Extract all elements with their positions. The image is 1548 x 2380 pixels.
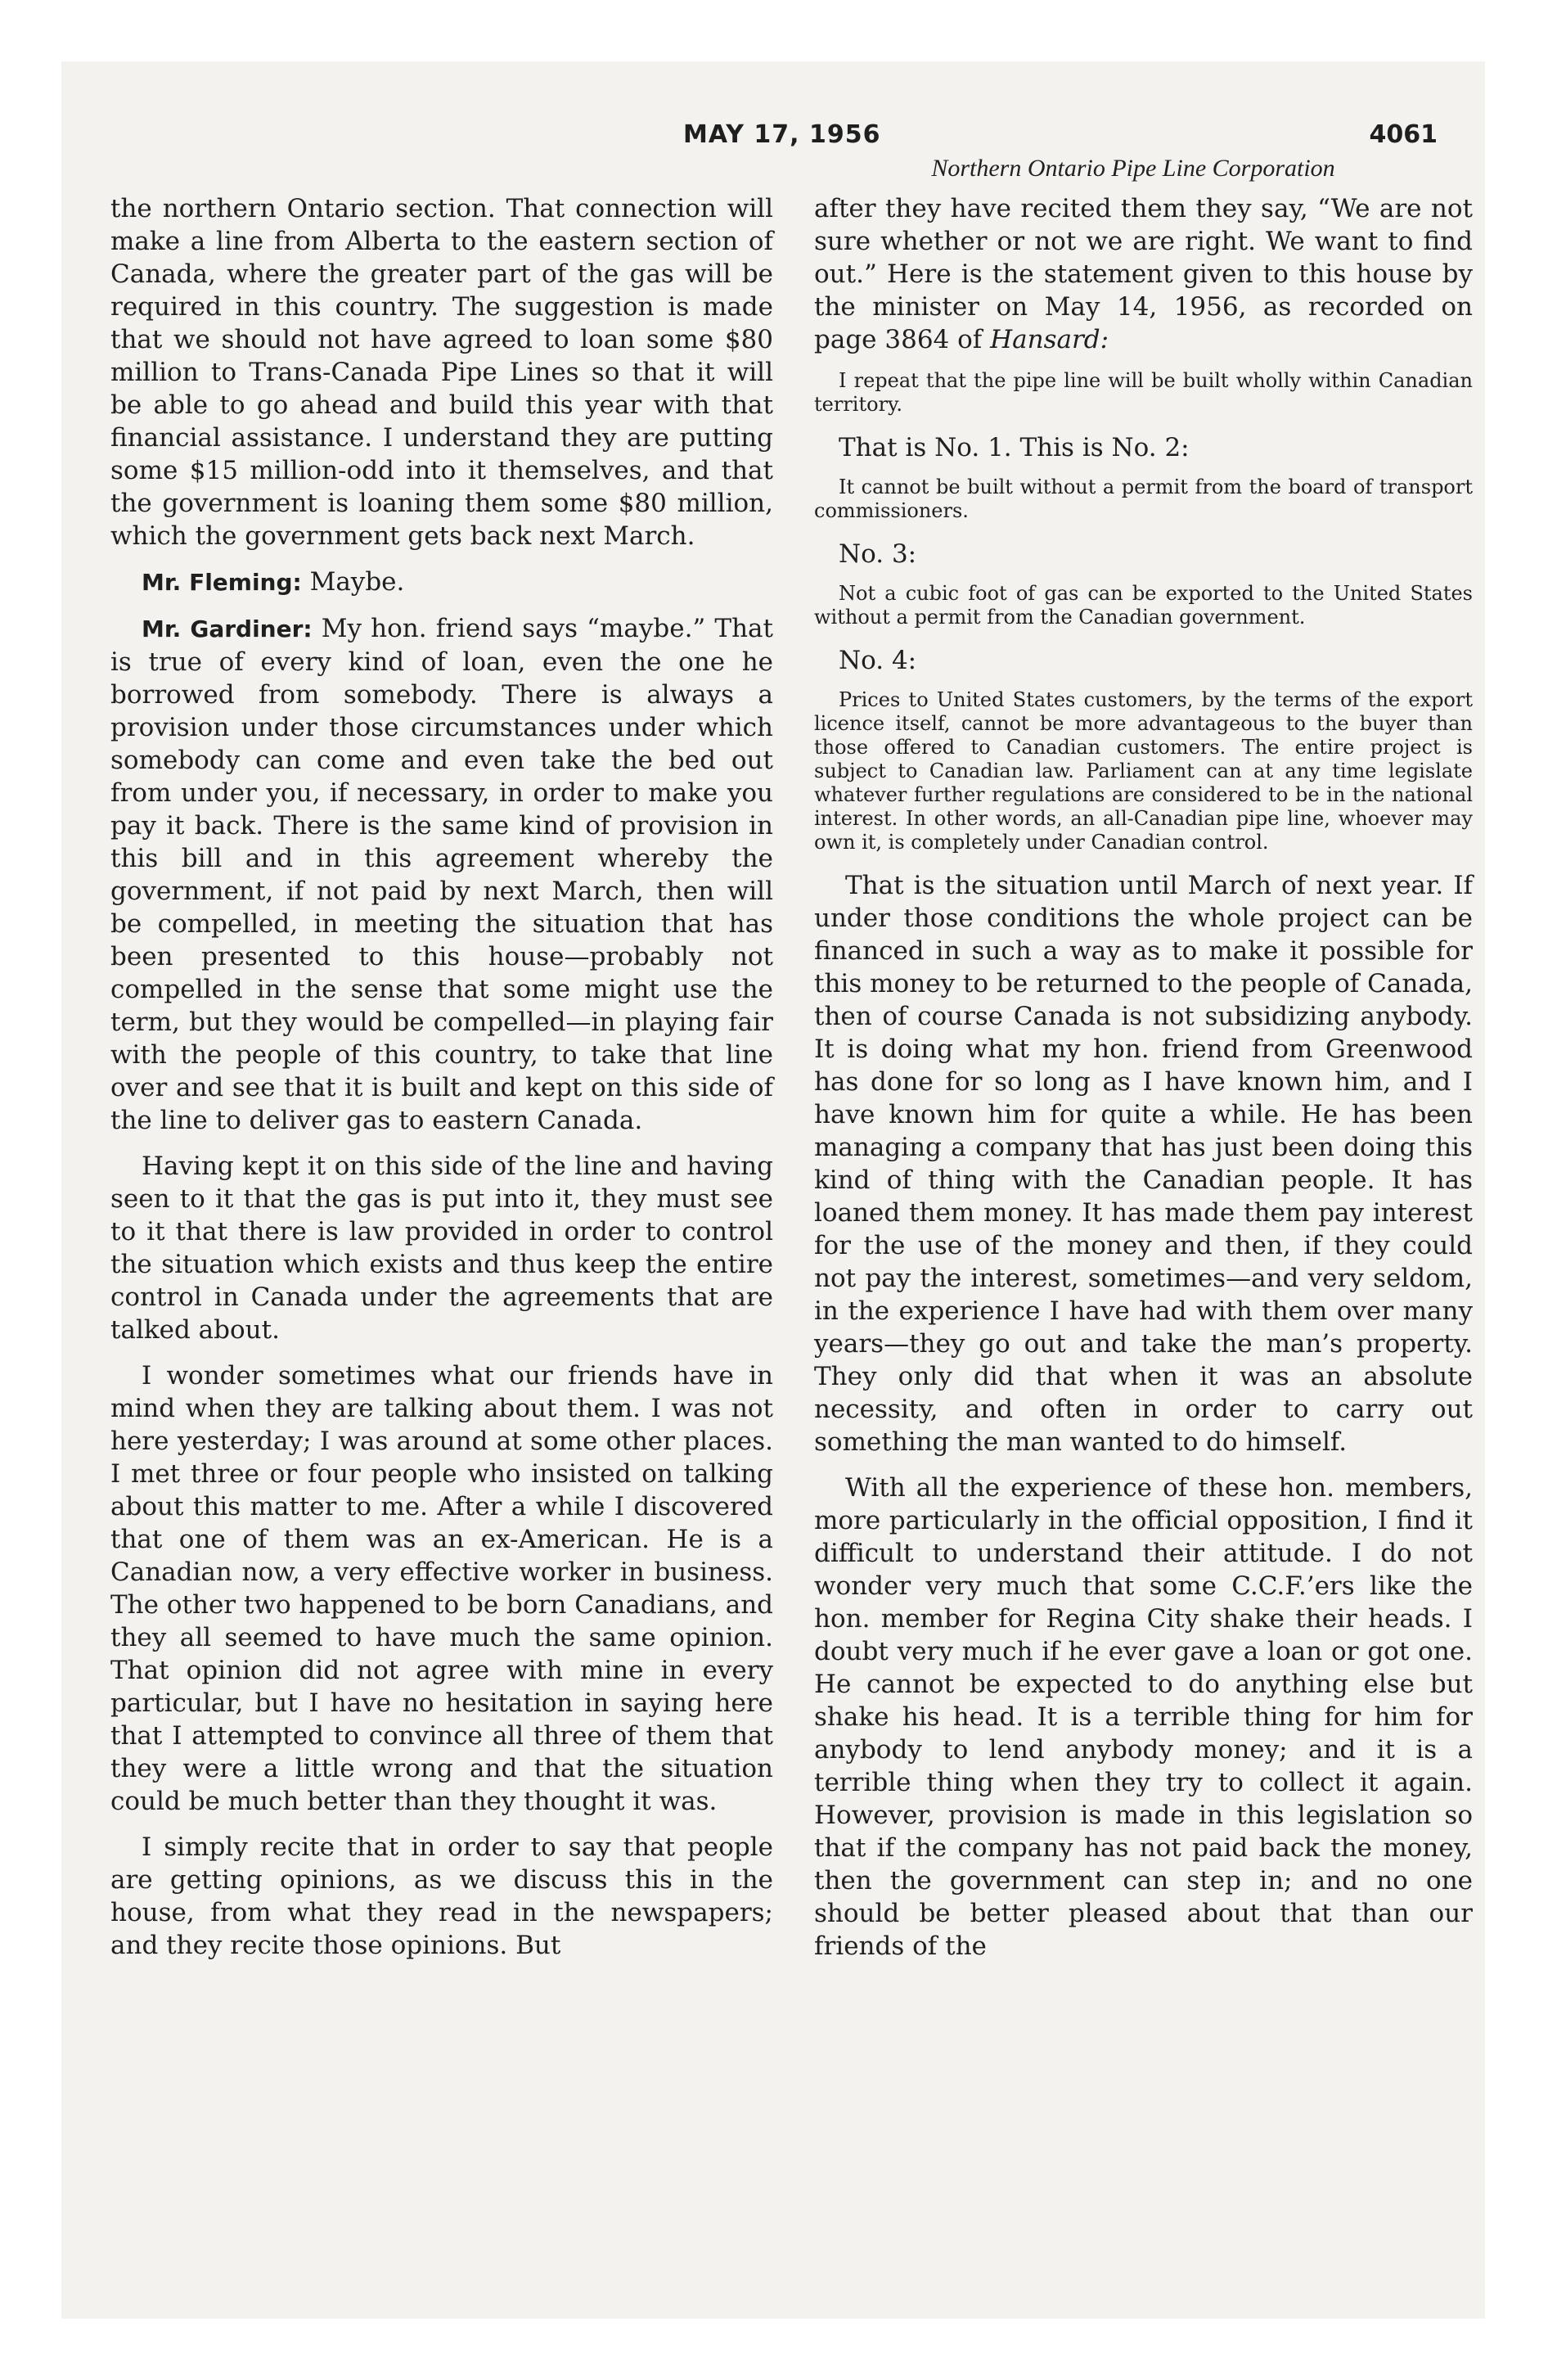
- speaker-name: Mr. Fleming:: [142, 569, 302, 596]
- hansard-page: [61, 61, 1485, 2319]
- paragraph: Having kept it on this side of the line and having seen to it that the gas is put into it, they must see to it that there is law provided in order to control the situation which exists and thus keep the entire control in Canada under the agreements that are talked about.: [110, 1152, 773, 1345]
- right-column: [814, 192, 1473, 1976]
- page-topic: Northern Ontario Pipe Line Corporation: [931, 155, 1335, 182]
- paragraph: With all the experience of these hon. members, more particularly in the official opposition, I find it difficult to understand their attitude. I do not wonder very much that some C.C.F.’ers like the hon. member for Regina City shake their heads. I doubt very much if he ever gave a loan or got one. He cannot be expected to do anything else but shake his head. It is a terrible thing for him for anybody to lend anybody money; and it is a terrible thing when they try to collect it again. However, provision is made in this legislation so that if the company has not paid back the money, then the government can step in; and no one should be better pleased about that than our friends of the: [814, 1473, 1473, 1961]
- speech-text: Maybe.: [301, 567, 405, 597]
- speech-fleming: [110, 566, 773, 599]
- paragraph: That is the situation until March of next year. If under those conditions the whole project can be financed in such a way as to make it possible for this money to be returned to the people of Canada, then of course Canada is not subsidizing anybody. It is doing what my hon. friend from Greenwood has done for so long as I have known him, and I have known him for quite a while. He has been managing a company that has just been doing this kind of thing with the Canadian people. It has loaned them money. It has made them pay interest for the use of the money and then, if they could not pay the interest, sometimes—and very seldom, in the experience I have had with them over many years—they go out and take the man’s property. They only did that when it was an absolute necessity, and often in order to carry out something the man wanted to do himself.: [814, 871, 1473, 1457]
- statement-label: No. 3:: [839, 539, 917, 569]
- page-date: MAY 17, 1956: [683, 120, 881, 149]
- paragraph: [814, 192, 1473, 356]
- scanned-page: [61, 61, 1485, 2319]
- paragraph: the northern Ontario section. That connection will make a line from Alberta to the eastern section of Canada, where the greater part of the gas will be required in this country. The suggestion is made that we should not have agreed to loan some $80 million to Trans-Canada Pipe Lines so that it will be able to go ahead and build this year with that financial assistance. I understand they are putting some $15 million-odd into it themselves, and that the government is loaning them some $80 million, which the government gets back next March.: [110, 194, 773, 551]
- paragraph: I simply recite that in order to say that people are getting opinions, as we discuss this in the house, from what they read in the newspapers; and they recite those opinions. But: [110, 1832, 773, 1960]
- page-number: 4061: [1369, 120, 1438, 149]
- paragraph-text: after they have recited them they say, “We are not sure whether or not we are right. We want to find out.” Here is the statement given to this house by the minister on May 14, 1956, as recorded on page 3864 of: [814, 194, 1473, 354]
- left-column: [110, 192, 773, 1975]
- speech-gardiner: [110, 612, 773, 1137]
- quoted-statement: It cannot be built without a permit from the board of transport commissioners.: [814, 476, 1473, 522]
- speech-text: My hon. friend says “maybe.” That is true of every kind of loan, even the one he borrowed from somebody. There is always a provision under those circumstances under which somebody can come and even take the bed out from under you, if necessary, in order to make you pay it back. There is the same kind of provision in this bill and in this agreement whereby the government, if not paid by next March, then will be compelled, in meeting the situation that has been presented to this house—probably not compelled in the sense that some might use the term, but they would be compelled—in playing fair with the people of this country, to take that line over and see that it is built and kept on this side of the line to deliver gas to eastern Canada.: [110, 614, 773, 1135]
- quoted-statement: Prices to United States customers, by the terms of the export licence itself, cannot be more advantageous to the buyer than those offered to Canadian customers. The entire project is subject to Canadian law. Parliament can at any time legislate whatever further regulations are considered to be in the national interest. In other words, an all-Canadian pipe line, whoever may own it, is completely under Canadian control.: [814, 688, 1473, 854]
- speaker-name: Mr. Gardiner:: [142, 615, 313, 642]
- statement-label: That is No. 1. This is No. 2:: [839, 433, 1190, 462]
- quoted-statement: Not a cubic foot of gas can be exported to the United States without a permit from the Canadian government.: [814, 582, 1473, 629]
- statement-label: No. 4:: [839, 646, 917, 675]
- quoted-statement: I repeat that the pipe line will be built wholly within Canadian territory.: [814, 369, 1473, 416]
- hansard-reference: Hansard:: [990, 325, 1109, 354]
- paragraph: I wonder sometimes what our friends have in mind when they are talking about them. I was not here yesterday; I was around at some other places. I met three or four people who insisted on talking about this matter to me. After a while I discovered that one of them was an ex-American. He is a Canadian now, a very effective worker in business. The other two happened to be born Canadians, and they all seemed to have much the same opinion. That opinion did not agree with mine in every particular, but I have no hesitation in saying here that I attempted to convince all three of them that they were a little wrong and that the situation could be much better than they thought it was.: [110, 1361, 773, 1816]
